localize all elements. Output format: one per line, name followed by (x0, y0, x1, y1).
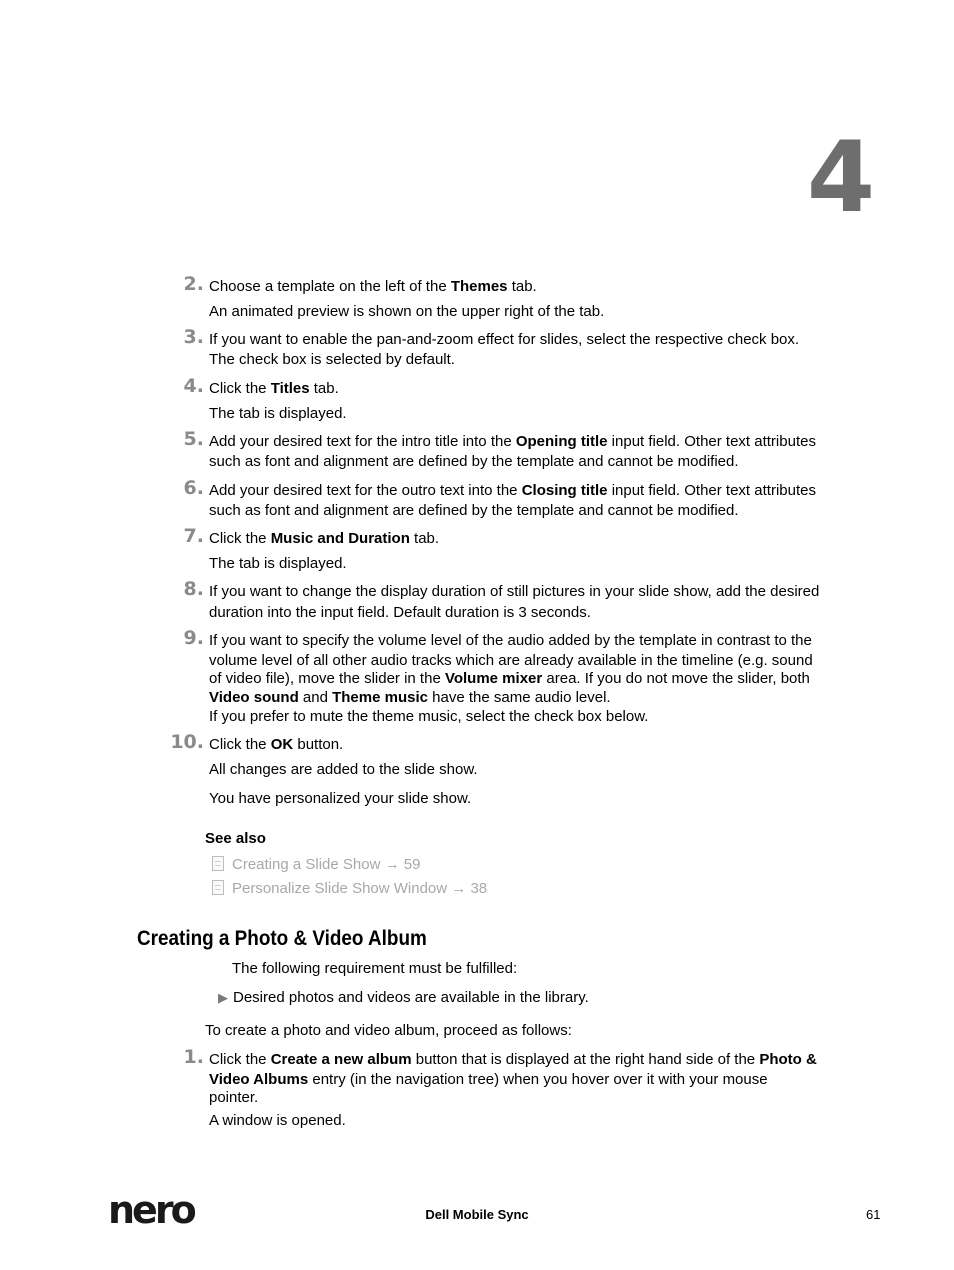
step-text-line3: of video file), move the slider in the Volume mixer area. If you do not move the slider, both (209, 670, 810, 687)
see-also-link-personalize-window[interactable]: Personalize Slide Show Window → 38 (212, 879, 487, 898)
step-result-2: You have personalized your slide show. (209, 790, 472, 807)
requirement-bullet: ▶ Desired photos and videos are available in the library. (218, 989, 589, 1006)
step-text: Click the OK button. (209, 736, 344, 753)
step-result: A window is opened. (209, 1112, 346, 1129)
step-text-line2: The check box is selected by default. (209, 351, 455, 368)
step-text-line5: If you prefer to mute the theme music, select the check box below. (209, 708, 649, 725)
section-title: Creating a Photo & Video Album (137, 927, 427, 950)
step-text-line4: Video sound and Theme music have the same audio level. (209, 689, 611, 706)
step-number: 8. (183, 578, 204, 600)
step-number: 7. (183, 525, 204, 547)
step-text: Choose a template on the left of the Themes tab. (209, 278, 537, 295)
step-text: Click the Create a new album button that is displayed at the right hand side of the Photo & (209, 1051, 817, 1068)
step-text: If you want to enable the pan-and-zoom effect for slides, select the respective check box. (209, 331, 800, 348)
step-text: Click the Titles tab. (209, 380, 339, 397)
step-number: 5. (183, 428, 204, 450)
chapter-number: 4 (806, 121, 874, 235)
proceed-text: To create a photo and video album, proceed as follows: (205, 1022, 572, 1039)
step-number: 3. (183, 326, 204, 348)
step-result: The tab is displayed. (209, 405, 347, 422)
page-number: 61 (866, 1207, 881, 1222)
footer-title: Dell Mobile Sync (425, 1207, 529, 1222)
step-result: An animated preview is shown on the upper right of the tab. (209, 303, 605, 320)
step-text: Click the Music and Duration tab. (209, 530, 440, 547)
step-text: Add your desired text for the outro text into the Closing title input field. Other text attributes (209, 482, 816, 499)
step-text: If you want to change the display duration of still pictures in your slide show, add the desired (209, 583, 820, 600)
step-text-line2: volume level of all other audio tracks which are already available in the timeline (e.g. sound (209, 652, 813, 669)
step-text: If you want to specify the volume level of the audio added by the template in contrast to the (209, 632, 812, 649)
step-number: 1. (183, 1046, 204, 1068)
step-text-line2: such as font and alignment are defined by the template and cannot be modified. (209, 453, 739, 470)
see-also-heading: See also (205, 830, 266, 847)
step-text-line3: pointer. (209, 1089, 259, 1106)
step-text-line2: Video Albums entry (in the navigation tree) when you hover over it with your mouse (209, 1071, 768, 1088)
step-text-line2: duration into the input field. Default duration is 3 seconds. (209, 604, 591, 621)
document-icon (212, 880, 224, 895)
step-text: Add your desired text for the intro title into the Opening title input field. Other text attributes (209, 433, 816, 450)
triangle-right-icon: ▶ (218, 990, 228, 1005)
step-number: 10. (170, 731, 204, 753)
step-result: The tab is displayed. (209, 555, 347, 572)
see-also-link-creating-slide-show[interactable]: Creating a Slide Show → 59 (212, 855, 420, 874)
document-icon (212, 856, 224, 871)
step-result: All changes are added to the slide show. (209, 761, 478, 778)
step-text-line2: such as font and alignment are defined by the template and cannot be modified. (209, 502, 739, 519)
step-number: 6. (183, 477, 204, 499)
requirement-text: The following requirement must be fulfilled: (232, 960, 518, 977)
nero-logo: nero (108, 1188, 194, 1232)
step-number: 2. (183, 273, 204, 295)
step-number: 9. (183, 627, 204, 649)
step-number: 4. (183, 375, 204, 397)
